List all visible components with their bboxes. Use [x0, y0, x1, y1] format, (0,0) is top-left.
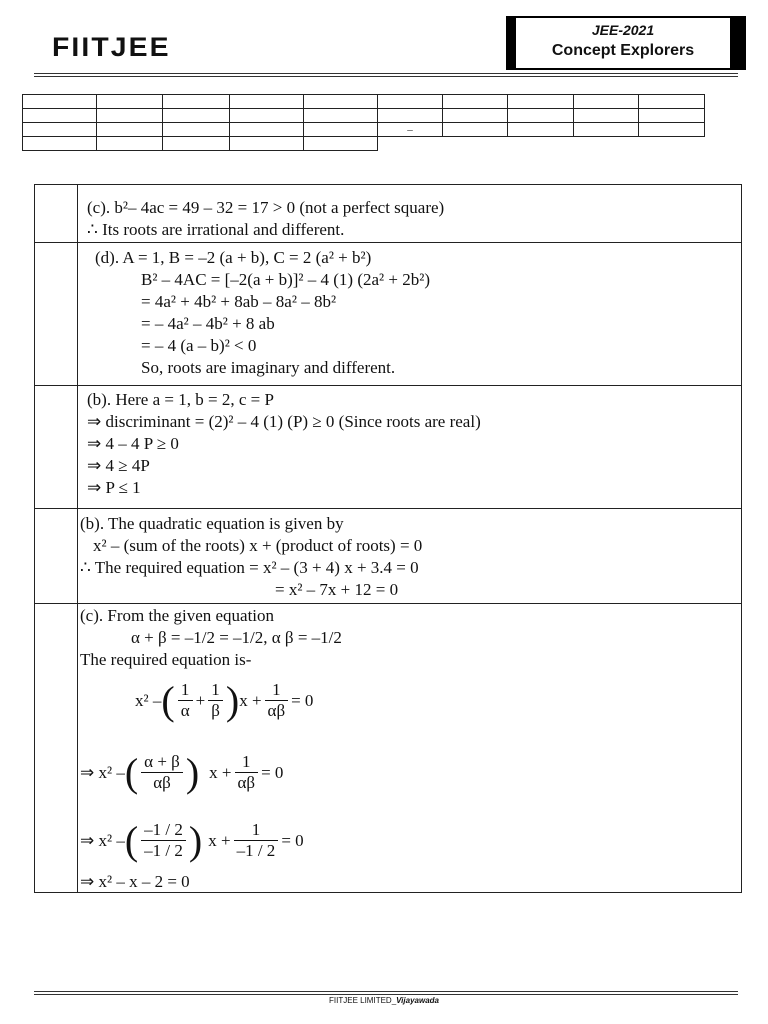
solution-line: So, roots are imaginary and different.	[141, 358, 396, 377]
solution-line: ⇒ P ≤ 1	[87, 478, 141, 497]
solution-line: (b). Here a = 1, b = 2, c = P	[87, 390, 274, 409]
solution-line: ∴ Its roots are irrational and different.	[87, 220, 345, 239]
solution-line: x² – (sum of the roots) x + (product of roots) = 0	[93, 536, 423, 555]
solution-line: (c). b²– 4ac = 49 – 32 = 17 > 0 (not a perfect square)	[87, 198, 445, 217]
solution-line: ⇒ 4 – 4 P ≥ 0	[87, 434, 179, 453]
solution-line: ⇒ x² – x – 2 = 0	[80, 872, 190, 891]
footer-rule	[34, 991, 738, 992]
footer-rule-2	[34, 994, 738, 995]
solution-line: ⇒ discriminant = (2)² – 4 (1) (P) ≥ 0 (Since roots are real)	[87, 412, 481, 431]
footer-city: Vijayawada	[396, 996, 439, 1005]
solution-line: ∴ The required equation = x² – (3 + 4) x + 3.4 = 0	[80, 558, 419, 577]
solution-line: (c). From the given equation	[80, 606, 275, 625]
footer	[0, 996, 768, 1005]
footer-company: FIITJEE LIMITED_	[329, 996, 397, 1005]
solution-line: (d). A = 1, B = –2 (a + b), C = 2 (a² + b²)	[95, 248, 372, 267]
solution-line: = – 4 (a – b)² < 0	[141, 336, 257, 355]
fiitjee-logo: FIITJEE	[52, 32, 171, 62]
solution-line: (b). The quadratic equation is given by	[80, 514, 344, 533]
answer-key-table	[22, 94, 705, 151]
header-rule	[34, 73, 738, 74]
equation-2: ⇒ x² – ( $\frac{\alpha + \beta}{\alpha\beta}$ ) x + $\frac{1}{\alpha\beta}$ = 0	[80, 750, 284, 795]
equation-3: ⇒ x² – ( $\frac{-1 / 2}{-1 / 2}$ ) x + $\frac{1}{-1 / 2}$ = 0	[80, 818, 304, 863]
solution-line: = x² – 7x + 12 = 0	[275, 580, 399, 599]
series-title: Concept Explorers	[551, 42, 695, 59]
solution-line: α + β = –1/2 = –1/2, α β = –1/2	[131, 628, 342, 647]
solution-line: The required equation is-	[80, 650, 252, 669]
solution-number-column-divider	[77, 185, 78, 892]
row-separator	[35, 603, 741, 604]
row-separator	[35, 242, 741, 243]
row-separator	[35, 508, 741, 509]
solution-line: = 4a² + 4b² + 8ab – 8a² – 8b²	[141, 292, 337, 311]
solution-line: = – 4a² – 4b² + 8 ab	[141, 314, 275, 333]
header-rule-2	[34, 76, 738, 77]
row-separator	[35, 385, 741, 386]
answer-key-cell: –	[378, 123, 443, 137]
header-box	[516, 18, 730, 68]
exam-title: JEE-2021	[591, 22, 655, 38]
solution-line: B² – 4AC = [–2(a + b)]² – 4 (1) (2a² + 2b²)	[141, 270, 430, 289]
equation-1: x² – ( $\frac{1}{\alpha}$ + $\frac{1}{\beta}$ ) x + $\frac{1}{\alpha\beta}$ = 0	[135, 678, 314, 723]
solutions-box	[34, 184, 742, 893]
solution-line: ⇒ 4 ≥ 4P	[87, 456, 150, 475]
